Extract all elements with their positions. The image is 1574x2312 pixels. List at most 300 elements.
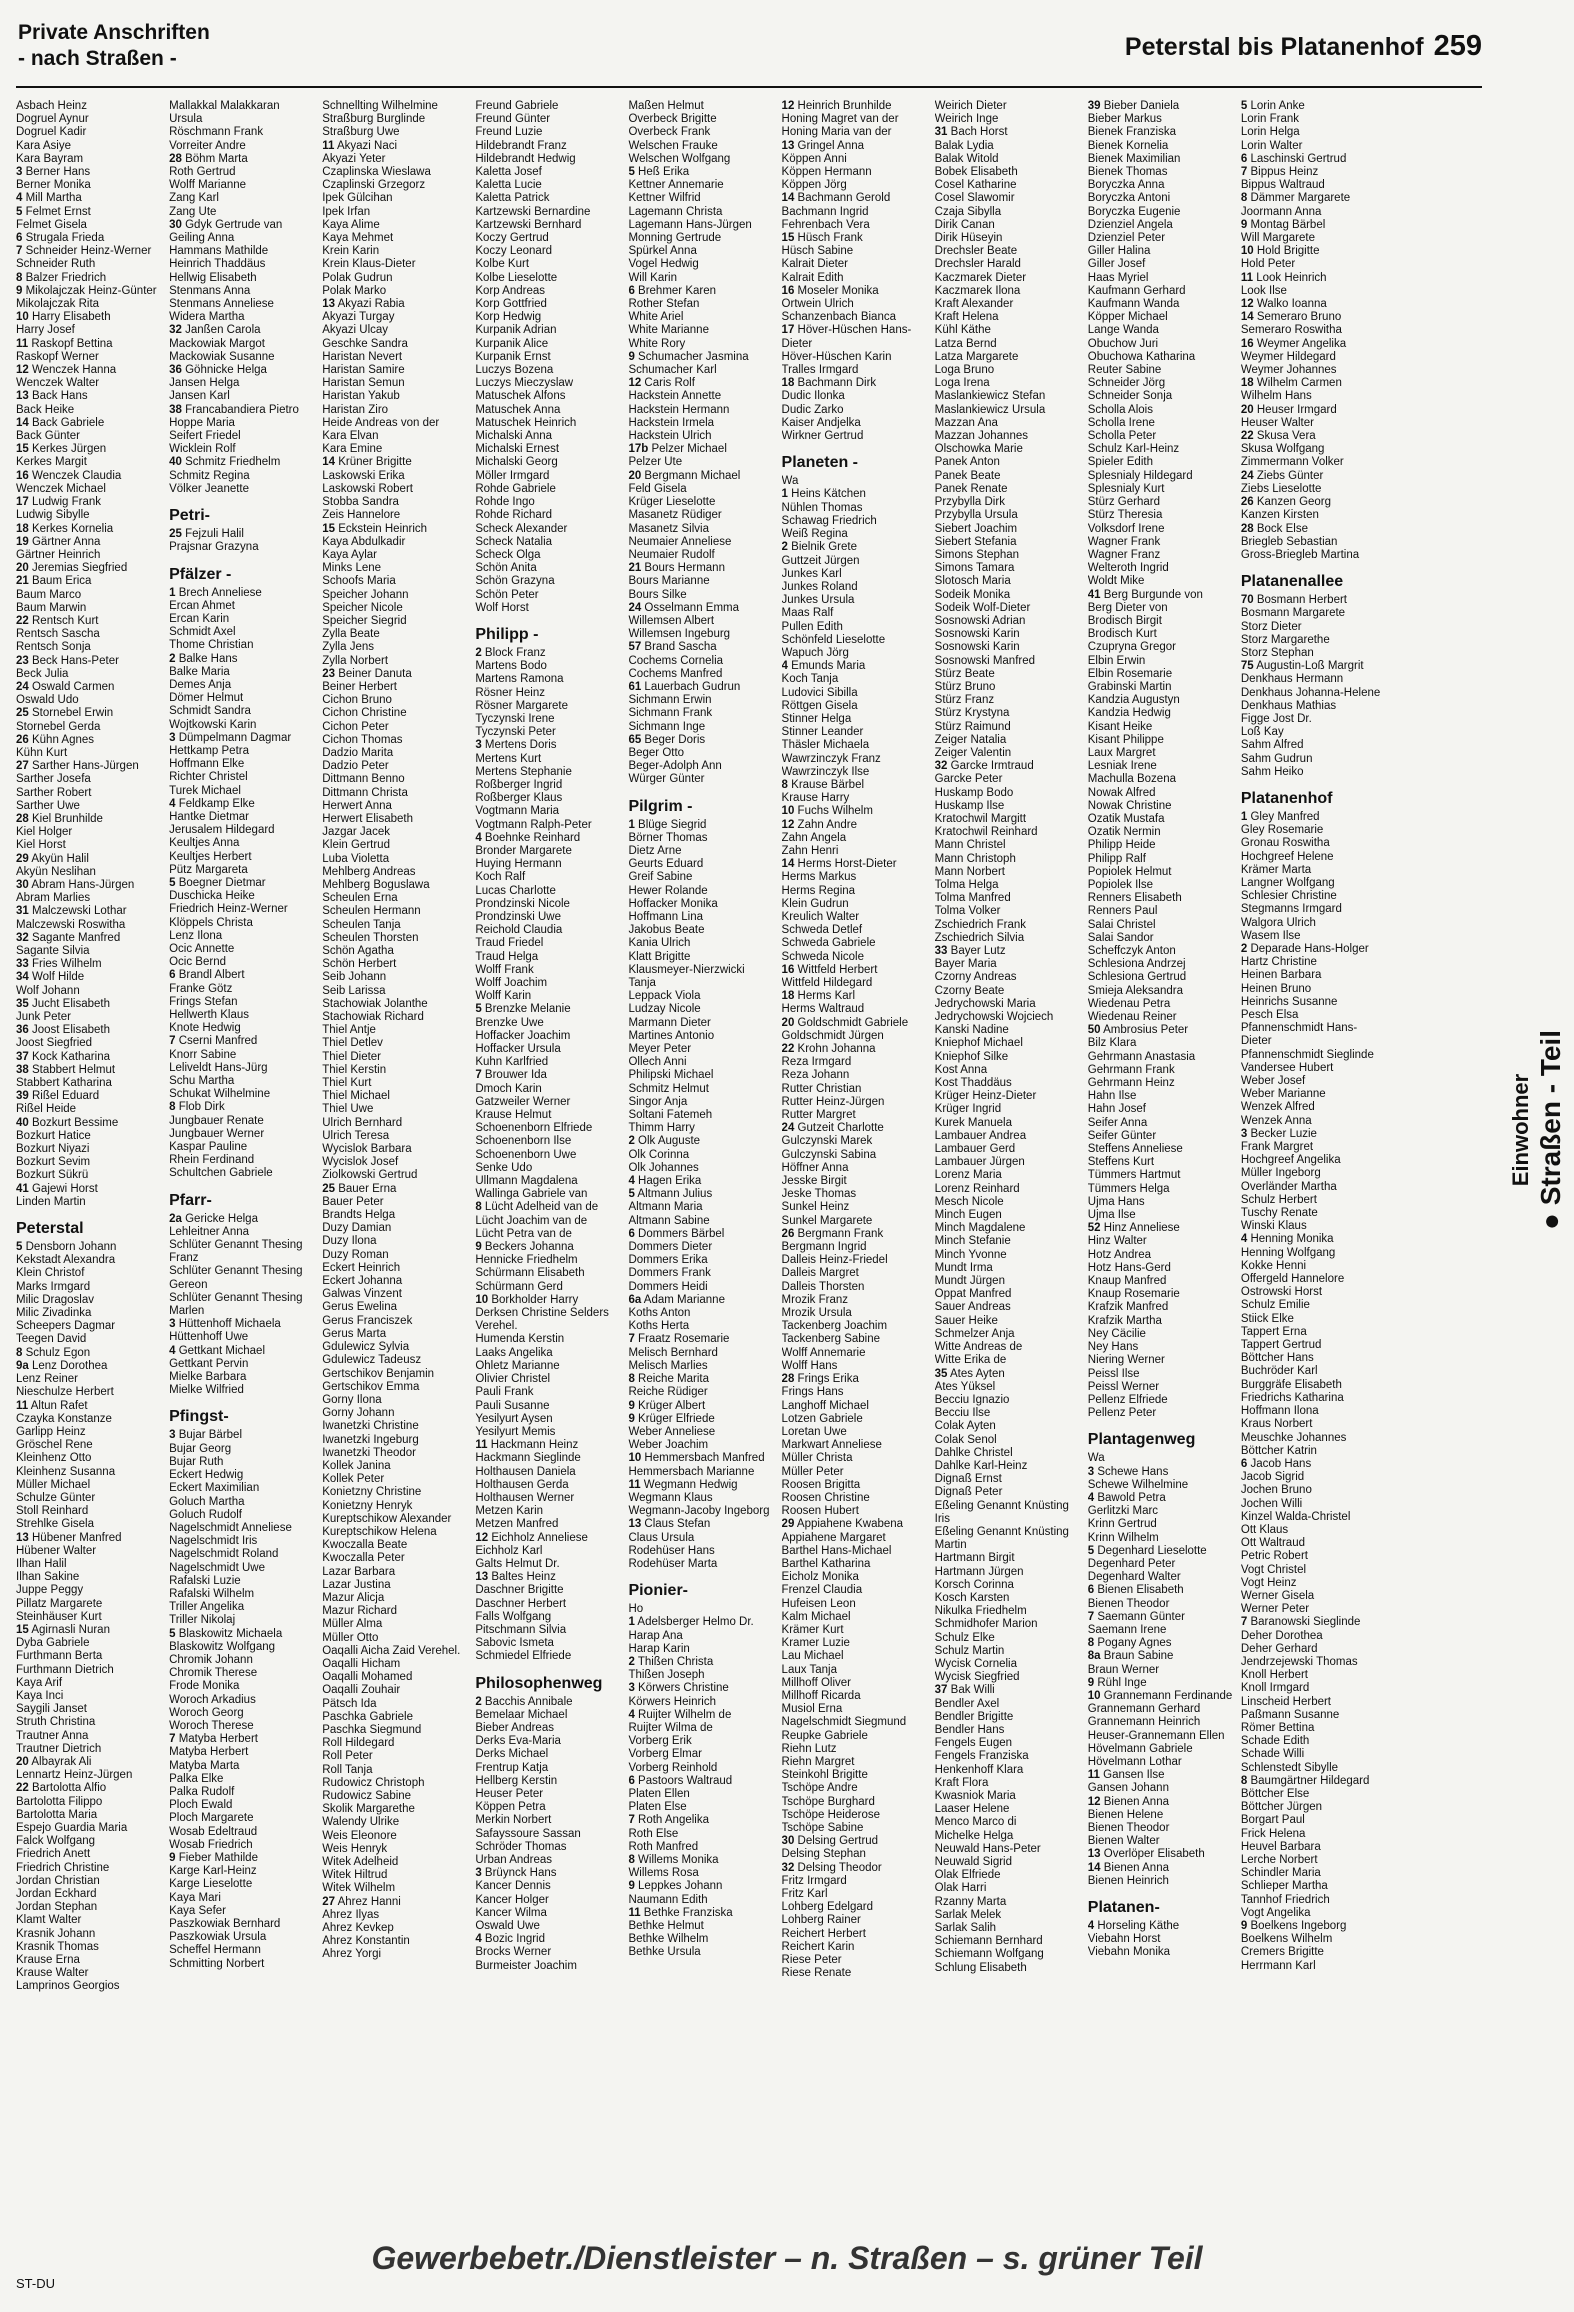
resident-entry: 2 Block Franz bbox=[475, 646, 546, 659]
resident-entry: Lau Michael bbox=[781, 1650, 844, 1663]
house-number: 3 bbox=[169, 1429, 176, 1442]
resident-entry: Leliveldt Hans-Jürg bbox=[169, 1061, 268, 1074]
resident-entry: Galts Helmut Dr. bbox=[475, 1557, 560, 1570]
resident-entry: Herwert Elisabeth bbox=[322, 812, 413, 825]
resident-entry: Heuser Peter bbox=[475, 1787, 544, 1800]
resident-entry: Mann Norbert bbox=[934, 865, 1005, 878]
resident-entry: Vorreiter Andre bbox=[169, 139, 246, 152]
house-number: 6 bbox=[16, 232, 23, 245]
resident-entry: Hotz Hans-Gerd bbox=[1087, 1261, 1171, 1274]
resident-entry: Mackowiak Susanne bbox=[169, 350, 275, 363]
resident-entry: Dudic Ilonka bbox=[781, 390, 845, 403]
house-number: 3 bbox=[1087, 1465, 1095, 1478]
resident-entry: Sunkel Heinz bbox=[781, 1201, 850, 1214]
resident-entry: Schürmann Elisabeth bbox=[475, 1267, 585, 1280]
resident-entry: 4 Henning Monika bbox=[1240, 1233, 1334, 1246]
resident-entry: Wagner Franz bbox=[1087, 548, 1161, 561]
street-heading: Platanenallee bbox=[1240, 573, 1344, 591]
street-heading: Peterstal bbox=[16, 1220, 84, 1238]
resident-entry: Herms Regina bbox=[781, 884, 856, 897]
house-number: 6 bbox=[1087, 1584, 1095, 1597]
resident-entry: Schön Agatha bbox=[322, 945, 394, 957]
resident-entry: 14 Semeraro Bruno bbox=[1240, 311, 1342, 324]
house-number: 29 bbox=[781, 1518, 795, 1531]
resident-entry: Thißen Joseph bbox=[628, 1669, 705, 1682]
house-number: 41 bbox=[16, 1182, 29, 1195]
resident-entry: Roßberger Klaus bbox=[475, 792, 563, 805]
resident-entry: Czaplinski Grzegorz bbox=[322, 179, 426, 192]
resident-entry: 27 Ahrez Hanni bbox=[322, 1895, 401, 1908]
resident-entry: Frentrup Katja bbox=[475, 1761, 549, 1774]
house-number: 4 bbox=[628, 1175, 635, 1188]
resident-entry: Sichmann Frank bbox=[628, 707, 713, 720]
resident-entry: Kreulich Walter bbox=[781, 910, 860, 923]
resident-entry: Humenda Kerstin bbox=[475, 1333, 565, 1346]
resident-entry: Stoll Reinhard bbox=[16, 1505, 89, 1518]
resident-entry: 6 Bienen Elisabeth bbox=[1087, 1584, 1184, 1597]
house-number: 9 bbox=[1240, 218, 1248, 231]
resident-entry: Hövelmann Lothar bbox=[1087, 1755, 1182, 1768]
house-number: 9 bbox=[628, 1399, 635, 1412]
resident-entry: 26 Bergmann Frank bbox=[781, 1227, 884, 1240]
resident-entry: 12 Heinrich Brunhilde bbox=[781, 100, 892, 112]
resident-entry: 7 Saemann Günter bbox=[1087, 1610, 1185, 1623]
resident-entry: Herrmann Karl bbox=[1240, 1959, 1316, 1972]
house-number: 25 bbox=[16, 707, 29, 720]
resident-entry: 16 Wittfeld Herbert bbox=[781, 963, 878, 976]
house-number: 11 bbox=[475, 1439, 488, 1452]
resident-entry: Traud Friedel bbox=[475, 937, 544, 950]
house-number: 14 bbox=[781, 192, 795, 205]
house-number: 21 bbox=[628, 562, 642, 575]
resident-entry: Lange Wanda bbox=[1087, 324, 1159, 337]
resident-entry: Nieschulze Herbert bbox=[16, 1386, 114, 1399]
house-number: 23 bbox=[16, 654, 29, 667]
resident-entry: Gross-Briegleb Martina bbox=[1240, 548, 1360, 561]
resident-entry: Duzy Ilona bbox=[322, 1235, 377, 1248]
resident-entry: 8 Balzer Friedrich bbox=[16, 271, 107, 284]
resident-entry: Garlipp Heinz bbox=[16, 1425, 86, 1438]
resident-entry: 2a Gericke Helga bbox=[169, 1212, 258, 1225]
house-number: 3 bbox=[475, 739, 482, 752]
resident-entry: Hildebrandt Franz bbox=[475, 139, 567, 152]
resident-entry: Schade Willi bbox=[1240, 1748, 1305, 1761]
resident-entry: Thiel Michael bbox=[322, 1090, 390, 1103]
resident-entry: Schindler Maria bbox=[1240, 1867, 1321, 1880]
resident-entry: Boryczka Anna bbox=[1087, 179, 1165, 192]
resident-entry: Hellberg Kerstin bbox=[475, 1774, 558, 1787]
resident-entry: 32 Janßen Carola bbox=[169, 324, 261, 337]
resident-entry: Klein Gudrun bbox=[781, 897, 849, 910]
house-number: 12 bbox=[1087, 1795, 1101, 1808]
house-number: 6 bbox=[628, 1227, 635, 1240]
resident-entry: Weber Josef bbox=[1240, 1075, 1306, 1088]
house-number: 13 bbox=[628, 1518, 642, 1531]
resident-entry: Mehlberg Andreas bbox=[322, 865, 416, 878]
house-number: 7 bbox=[1240, 1616, 1248, 1629]
resident-entry: Triller Nikolaj bbox=[169, 1614, 236, 1627]
resident-entry: 12 Walko Ioanna bbox=[1240, 298, 1327, 311]
resident-entry: 16 Weymer Angelika bbox=[1240, 337, 1347, 350]
house-number: 27 bbox=[322, 1895, 336, 1908]
resident-entry: Polak Gudrun bbox=[322, 271, 393, 284]
house-number: 13 bbox=[16, 390, 29, 403]
resident-entry: Dommers Dieter bbox=[628, 1241, 713, 1254]
resident-entry: Krasnik Johann bbox=[16, 1927, 96, 1940]
resident-entry: Kurpanik Adrian bbox=[475, 324, 557, 337]
resident-entry: Michalski Ernest bbox=[475, 443, 560, 456]
resident-entry: 18 Wilhelm Carmen bbox=[1240, 377, 1342, 390]
resident-entry: Stiick Elke bbox=[1240, 1312, 1294, 1325]
resident-entry: Scheck Alexander bbox=[475, 522, 568, 535]
resident-entry: 3 Berner Hans bbox=[16, 166, 91, 179]
resident-entry: Renners Elisabeth bbox=[1087, 892, 1182, 905]
resident-entry: Wycislok Barbara bbox=[322, 1143, 412, 1156]
resident-entry: Bartolotta Filippo bbox=[16, 1795, 103, 1808]
resident-entry: Overländer Martha bbox=[1240, 1180, 1337, 1193]
resident-entry: Karge Karl-Heinz bbox=[169, 1865, 257, 1878]
resident-entry: Bergmann Ingrid bbox=[781, 1241, 867, 1254]
resident-entry: 32 Delsing Theodor bbox=[781, 1861, 882, 1874]
resident-entry: Sarlak Melek bbox=[934, 1908, 1002, 1921]
resident-entry: Kisant Heike bbox=[1087, 720, 1153, 733]
house-number: 7 bbox=[16, 245, 23, 258]
resident-entry: Zylla Jens bbox=[322, 641, 374, 654]
resident-entry: Kühn Kurt bbox=[16, 746, 68, 759]
resident-entry: 35 Ates Ayten bbox=[934, 1367, 1005, 1380]
resident-entry: Buchröder Karl bbox=[1240, 1365, 1318, 1378]
resident-entry: 24 Ziebs Günter bbox=[1240, 469, 1324, 482]
resident-entry: Thiel Detlev bbox=[322, 1037, 383, 1050]
house-number: 20 bbox=[16, 1755, 29, 1768]
directory-column bbox=[169, 100, 322, 2190]
resident-entry: 6 Strugala Frieda bbox=[16, 232, 105, 245]
resident-entry: Schoenenborn Elfriede bbox=[475, 1122, 593, 1135]
resident-entry: Cochems Cornelia bbox=[628, 654, 724, 667]
resident-entry: Frenzel Claudia bbox=[781, 1584, 863, 1597]
resident-entry: Jansen Helga bbox=[169, 377, 240, 390]
resident-entry: Lagemann Christa bbox=[628, 205, 723, 218]
resident-entry: Musiol Erna bbox=[781, 1703, 843, 1716]
resident-entry: Schmelzer Anja bbox=[934, 1327, 1015, 1340]
resident-entry: Hartz Christine bbox=[1240, 956, 1317, 969]
resident-entry: 20 Heuser Irmgard bbox=[1240, 403, 1337, 416]
resident-entry: Dudic Zarko bbox=[781, 403, 844, 416]
resident-entry: Back Heike bbox=[16, 403, 75, 416]
resident-entry: Klein Christof bbox=[16, 1267, 85, 1280]
resident-entry: Thome Christian bbox=[169, 639, 254, 652]
resident-entry: Menco Marco di bbox=[934, 1816, 1017, 1829]
resident-entry: Eichholz Karl bbox=[475, 1544, 543, 1557]
resident-entry: Geiling Anna bbox=[169, 232, 235, 245]
resident-entry: 11 Bethke Franziska bbox=[628, 1906, 733, 1919]
resident-entry: Haristan Ziro bbox=[322, 403, 389, 416]
resident-entry: Fehrenbach Vera bbox=[781, 218, 870, 231]
resident-entry: 33 Fries Wilhelm bbox=[16, 958, 102, 971]
house-number: 4 bbox=[169, 797, 176, 810]
resident-entry: Steinkohl Brigitte bbox=[781, 1769, 868, 1782]
resident-entry: Kara Bayram bbox=[16, 152, 84, 165]
resident-entry: Schultchen Gabriele bbox=[169, 1167, 273, 1180]
resident-entry: Vogt Angelika bbox=[1240, 1906, 1311, 1919]
resident-entry: 11 Raskopf Bettina bbox=[16, 337, 113, 350]
resident-entry: Dirik Canan bbox=[934, 218, 995, 231]
resident-entry: Kaczmarek Dieter bbox=[934, 271, 1027, 284]
resident-entry: Wolf Horst bbox=[475, 601, 529, 614]
resident-entry: Laskowski Erika bbox=[322, 469, 405, 482]
resident-entry: Richter Christel bbox=[169, 771, 248, 784]
resident-entry: Deher Dorothea bbox=[1240, 1629, 1323, 1642]
resident-entry: Oswald Uwe bbox=[475, 1920, 540, 1933]
resident-entry: Baum Marco bbox=[16, 588, 82, 601]
house-number: 12 bbox=[781, 100, 795, 112]
resident-entry: Hoffmann Lina bbox=[628, 910, 704, 923]
resident-entry: Woroch Therese bbox=[169, 1719, 254, 1732]
resident-entry: Lesniak Irene bbox=[1087, 760, 1157, 773]
resident-entry: Steinhäuser Kurt bbox=[16, 1610, 102, 1623]
resident-entry: 24 Gutzeit Charlotte bbox=[781, 1122, 884, 1135]
resident-entry: Jeske Thomas bbox=[781, 1188, 857, 1201]
resident-entry: Karge Lieselotte bbox=[169, 1878, 253, 1891]
resident-entry: Wittfeld Hildegard bbox=[781, 977, 873, 989]
resident-entry: Schön Grazyna bbox=[475, 575, 555, 588]
resident-entry: Chromik Therese bbox=[169, 1667, 258, 1680]
resident-entry: Thiel Uwe bbox=[322, 1103, 374, 1116]
resident-entry: Hettkamp Petra bbox=[169, 744, 250, 757]
resident-entry: Seifer Anna bbox=[1087, 1116, 1148, 1129]
house-number: 3 bbox=[169, 731, 176, 744]
resident-entry: Cichon Thomas bbox=[322, 733, 403, 746]
resident-entry: Vogel Hedwig bbox=[628, 258, 699, 271]
resident-entry: Matuschek Alfons bbox=[475, 390, 566, 403]
resident-entry: Mundt Jürgen bbox=[934, 1275, 1005, 1288]
house-number: 14 bbox=[1240, 311, 1254, 324]
resident-entry: 3 Hüttenhoff Michaela bbox=[169, 1318, 281, 1331]
resident-entry: Przybylla Ursula bbox=[934, 509, 1018, 522]
resident-entry: Kiel Holger bbox=[16, 826, 73, 839]
house-number: 11 bbox=[1240, 271, 1254, 284]
resident-entry: Brocks Werner bbox=[475, 1946, 552, 1959]
resident-entry: 27 Sarther Hans-Jürgen bbox=[16, 760, 139, 773]
house-number: 52 bbox=[1087, 1222, 1101, 1235]
resident-entry: Haristan Samire bbox=[322, 364, 405, 377]
resident-entry: Offergeld Hannelore bbox=[1240, 1273, 1345, 1286]
resident-entry: Kaletta Lucie bbox=[475, 179, 542, 192]
house-number: 4 bbox=[1087, 1920, 1095, 1933]
resident-entry: 9a Lenz Dorothea bbox=[16, 1359, 108, 1372]
resident-entry: Weirich Inge bbox=[934, 113, 999, 126]
resident-entry: Witek Wilhelm bbox=[322, 1882, 396, 1895]
resident-entry: Thiel Kurt bbox=[322, 1077, 372, 1090]
resident-entry: 14 Bienen Anna bbox=[1087, 1861, 1169, 1874]
resident-entry: Böttcher Hans bbox=[1240, 1352, 1314, 1365]
resident-entry: Bienen Theodor bbox=[1087, 1597, 1170, 1610]
resident-entry: Verehel. bbox=[475, 1320, 518, 1333]
house-number: 4 bbox=[1087, 1491, 1095, 1504]
resident-entry: Holthausen Daniela bbox=[475, 1465, 576, 1478]
resident-entry: Oaqalli Mohamed bbox=[322, 1671, 413, 1684]
resident-entry: Hoffacker Ursula bbox=[475, 1043, 561, 1056]
resident-entry: Derksen Christine Selders bbox=[475, 1307, 609, 1320]
house-number: 1 bbox=[781, 488, 788, 501]
resident-entry: 2 Deparade Hans-Holger bbox=[1240, 942, 1369, 955]
resident-entry: Markwart Anneliese bbox=[781, 1439, 882, 1452]
resident-entry: Rudowicz Christoph bbox=[322, 1776, 425, 1789]
resident-entry: Roosen Brigitta bbox=[781, 1478, 861, 1491]
resident-entry: Becciu Ignazio bbox=[934, 1393, 1010, 1406]
resident-entry: Lamprinos Georgios bbox=[16, 1980, 120, 1993]
resident-entry: Hold Peter bbox=[1240, 258, 1296, 271]
resident-entry: Jochen Willi bbox=[1240, 1497, 1303, 1510]
resident-entry: Dogruel Kadir bbox=[16, 126, 87, 139]
resident-entry: Rohde Richard bbox=[475, 509, 553, 522]
resident-entry: 37 Bak Willi bbox=[934, 1684, 995, 1697]
house-number: 38 bbox=[169, 403, 182, 416]
resident-entry: Schmitz Regina bbox=[169, 469, 250, 482]
resident-entry: Riehn Lutz bbox=[781, 1742, 837, 1755]
house-number: 6 bbox=[628, 284, 635, 297]
house-number: 31 bbox=[16, 905, 29, 918]
resident-entry: Hennicke Friedhelm bbox=[475, 1254, 578, 1267]
resident-entry: Kancer Holger bbox=[475, 1893, 549, 1906]
resident-entry: 4 Emunds Maria bbox=[781, 660, 866, 673]
resident-entry: Herms Markus bbox=[781, 871, 857, 884]
resident-entry: Viebahn Monika bbox=[1087, 1946, 1171, 1959]
resident-entry: Weymer Johannes bbox=[1240, 364, 1337, 377]
resident-entry: Wolff Karin bbox=[475, 990, 532, 1003]
resident-entry: Cosel Katharine bbox=[934, 179, 1017, 192]
house-number: 8 bbox=[1240, 192, 1248, 205]
resident-entry: Neumaier Anneliese bbox=[628, 535, 732, 548]
resident-entry: Sarther Uwe bbox=[16, 799, 80, 812]
resident-entry: Scheulen Tanja bbox=[322, 918, 401, 931]
resident-entry: Petric Robert bbox=[1240, 1550, 1308, 1563]
resident-entry: Tyczynski Irene bbox=[475, 712, 555, 725]
resident-entry: Hövelmann Gabriele bbox=[1087, 1742, 1193, 1755]
house-number: 5 bbox=[628, 1188, 635, 1201]
resident-entry: Pellenz Elfriede bbox=[1087, 1393, 1168, 1406]
resident-entry: Fengels Eugen bbox=[934, 1737, 1013, 1750]
resident-entry: Pfannenschmidt Hans- bbox=[1240, 1022, 1358, 1035]
resident-entry: Schön Herbert bbox=[322, 958, 397, 971]
resident-entry: Tanja bbox=[628, 977, 656, 989]
resident-entry: Oswald Udo bbox=[16, 694, 79, 707]
resident-entry: 9 Beckers Johanna bbox=[475, 1241, 574, 1254]
resident-entry: 37 Kock Katharina bbox=[16, 1050, 110, 1063]
resident-entry: Degenhard Walter bbox=[1087, 1571, 1181, 1584]
house-number: 5 bbox=[628, 166, 635, 179]
resident-entry: 6 Laschinski Gertrud bbox=[1240, 152, 1347, 165]
resident-entry: Linscheid Herbert bbox=[1240, 1695, 1332, 1708]
resident-entry: Harap Ana bbox=[628, 1629, 683, 1642]
house-number: 37 bbox=[934, 1684, 948, 1697]
resident-entry: Panek Renate bbox=[934, 482, 1008, 495]
resident-entry: Holthausen Werner bbox=[475, 1491, 575, 1504]
house-number: 12 bbox=[781, 818, 795, 831]
resident-entry: Simons Tamara bbox=[934, 562, 1015, 575]
resident-entry: Sagante Silvia bbox=[16, 945, 90, 957]
resident-entry: Ocic Bernd bbox=[169, 956, 226, 969]
resident-entry: Römer Bettina bbox=[1240, 1721, 1315, 1734]
house-number: 19 bbox=[16, 535, 29, 548]
resident-entry: Reza Johann bbox=[781, 1069, 850, 1082]
resident-entry: Roll Tanja bbox=[322, 1763, 373, 1776]
resident-entry: Kaletta Patrick bbox=[475, 192, 550, 205]
resident-entry: Haristan Yakub bbox=[322, 390, 400, 403]
resident-entry: Semeraro Roswitha bbox=[1240, 324, 1342, 337]
resident-entry: Mrozik Ursula bbox=[781, 1307, 852, 1320]
resident-entry: 34 Wolf Hilde bbox=[16, 971, 85, 984]
resident-entry: Stornebel Gerda bbox=[16, 720, 101, 733]
resident-entry: Oaqalli Hicham bbox=[322, 1657, 401, 1670]
resident-entry: Maßen Helmut bbox=[628, 100, 704, 112]
house-number: 26 bbox=[1240, 496, 1254, 509]
resident-entry: Traud Helga bbox=[475, 950, 539, 963]
resident-entry: Bienen Theodor bbox=[1087, 1822, 1170, 1834]
resident-entry: Krüger Ingrid bbox=[934, 1103, 1002, 1116]
resident-entry: Wosab Edeltraud bbox=[169, 1825, 258, 1838]
street-range: Peterstal bis Platanenhof bbox=[1124, 33, 1424, 61]
resident-entry: Heuser Walter bbox=[1240, 416, 1314, 429]
house-number: 11 bbox=[16, 1399, 29, 1412]
resident-entry: Keultjes Anna bbox=[169, 837, 240, 850]
resident-entry: Haristan Semun bbox=[322, 377, 405, 390]
resident-entry: Müller Peter bbox=[781, 1465, 844, 1478]
resident-entry: Wapuch Jörg bbox=[781, 646, 849, 659]
resident-entry: Zang Karl bbox=[169, 192, 219, 205]
resident-entry: Cichon Christine bbox=[322, 707, 407, 720]
resident-entry: Ziolkowski Gertrud bbox=[322, 1169, 418, 1182]
resident-entry: 23 Beck Hans-Peter bbox=[16, 654, 119, 667]
resident-entry: Thimm Harry bbox=[628, 1122, 695, 1135]
resident-entry: Dogruel Aynur bbox=[16, 113, 89, 126]
resident-entry: Rentsch Sascha bbox=[16, 628, 100, 641]
resident-entry: Sahm Heiko bbox=[1240, 765, 1304, 778]
resident-entry: Korp Hedwig bbox=[475, 311, 542, 324]
resident-entry: Kaiser Andjelka bbox=[781, 416, 861, 429]
resident-entry: Gronau Roswitha bbox=[1240, 837, 1330, 850]
resident-entry: 3 Körwers Christine bbox=[628, 1682, 729, 1695]
resident-entry: Milic Zivadinka bbox=[16, 1307, 92, 1320]
resident-entry: Singor Anja bbox=[628, 1095, 688, 1108]
resident-entry: Borgart Paul bbox=[1240, 1814, 1305, 1827]
resident-entry: Kara Emine bbox=[322, 443, 383, 456]
resident-entry: Stürz Franz bbox=[934, 694, 995, 707]
resident-entry: Eckert Johanna bbox=[322, 1275, 403, 1288]
resident-entry: Trautner Anna bbox=[16, 1729, 89, 1742]
resident-entry: Dadzio Peter bbox=[322, 760, 389, 773]
resident-entry: Knote Hedwig bbox=[169, 1022, 241, 1035]
resident-entry: Hufeisen Leon bbox=[781, 1597, 856, 1610]
resident-entry: Neuwald Hans-Peter bbox=[934, 1842, 1041, 1855]
house-number: 17b bbox=[628, 443, 649, 456]
resident-entry: Sodeik Wolf-Dieter bbox=[934, 601, 1031, 614]
resident-entry: Krause Erna bbox=[16, 1954, 80, 1967]
resident-entry: Tappert Gertrud bbox=[1240, 1339, 1322, 1352]
house-number: 7 bbox=[628, 1814, 635, 1827]
resident-entry: Scheck Natalia bbox=[475, 535, 553, 548]
resident-entry: Tschöpe Heiderose bbox=[781, 1808, 880, 1821]
resident-entry: Minch Stefanie bbox=[934, 1235, 1011, 1248]
resident-entry: Wolff Joachim bbox=[475, 977, 548, 989]
resident-entry: Lorenz Reinhard bbox=[934, 1182, 1020, 1195]
resident-entry: 15 Eckstein Heinrich bbox=[322, 522, 428, 535]
house-number: 33 bbox=[16, 958, 29, 971]
resident-entry: Chromik Johann bbox=[169, 1653, 253, 1666]
resident-entry: Lohberg Edelgard bbox=[781, 1901, 873, 1914]
resident-entry: Schlung Elisabeth bbox=[934, 1961, 1027, 1974]
resident-entry: Ney Cäcilie bbox=[1087, 1327, 1146, 1340]
